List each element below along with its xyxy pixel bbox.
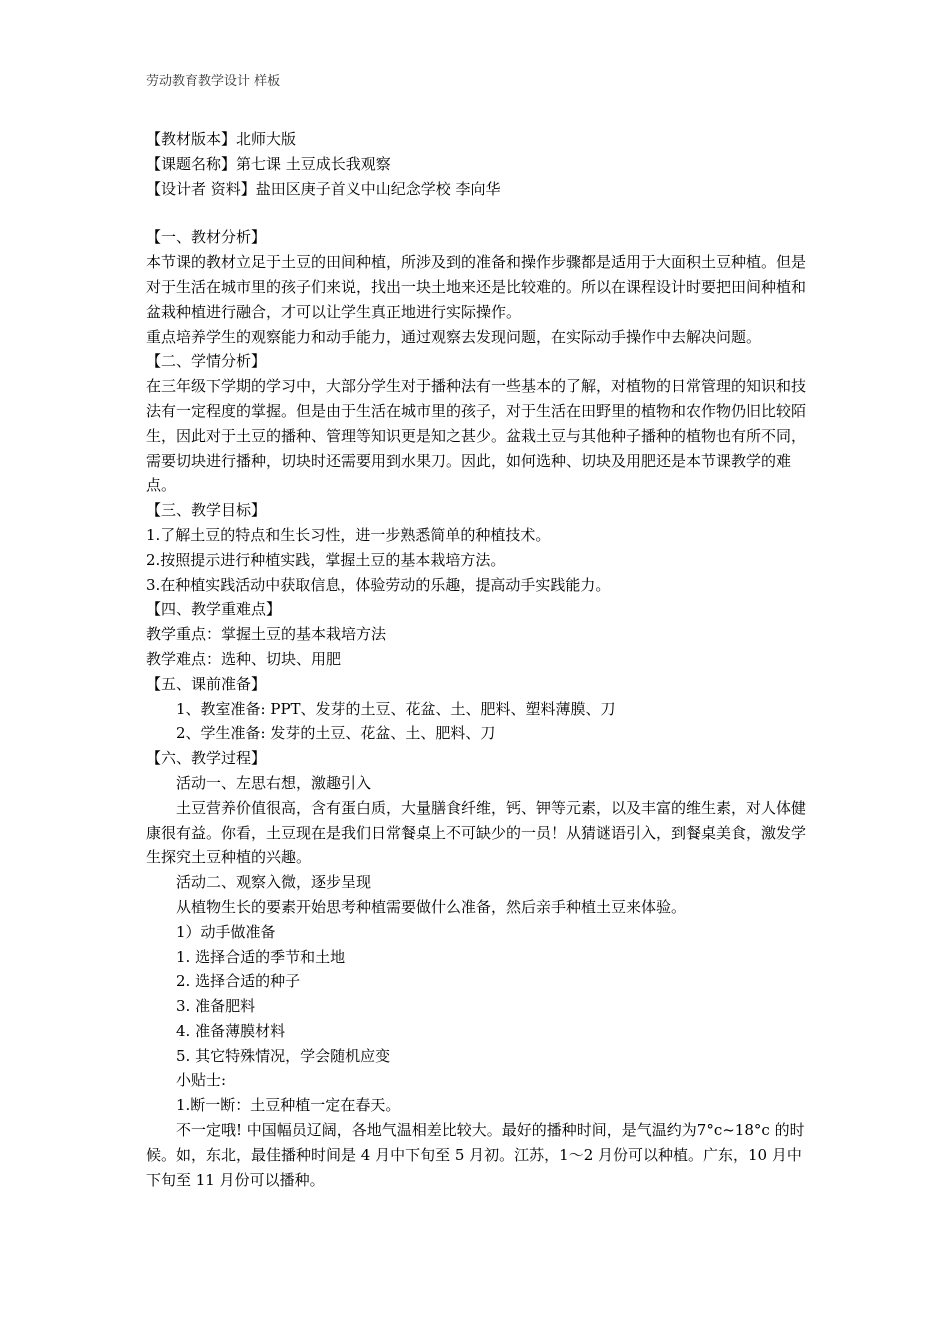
paragraph: 本节课的教材立足于土豆的田间种植，所涉及到的准备和操作步骤都是适用于大面积土豆种植。但是对于生活在城市里的孩子们来说，找出一块土地来还是比较难的。所以在课程设计时要把田间种植和盆栽种植进行融合，才可以让学生真正地进行实际操作。 <box>146 253 807 321</box>
activity-title: 活动二、观察入微，逐步呈现 <box>176 873 372 892</box>
tip-item: 1.断一断：土豆种植一定在春天。 <box>176 1096 401 1115</box>
key-point: 教学重点：掌握土豆的基本栽培方法 <box>146 625 387 644</box>
paragraph: 重点培养学生的观察能力和动手能力，通过观察去发现问题，在实际动手操作中去解决问题。 <box>146 327 762 346</box>
goal-item: 3.在种植实践活动中获取信息，体验劳动的乐趣，提高动手实践能力。 <box>146 575 611 594</box>
list-item: 1. 选择合适的季节和土地 <box>176 947 346 966</box>
page-header: 劳动教育教学设计 样板 <box>146 74 281 89</box>
paragraph: 不一定哦! 中国幅员辽阔，各地气温相差比较大。最好的播种时间，是气温约为7°c~18°c 的时候。如，东北，最佳播种时间是 4 月中下旬至 5 月初。江苏，1～2 月份可以种植。广东，10 月中下旬至 11 月份可以播种。 <box>146 1121 805 1189</box>
section-title: 【四、教学重难点】 <box>146 600 282 619</box>
prep-item: 1、教室准备: PPT、发芽的土豆、花盆、土、肥料、塑料薄膜、刀 <box>176 699 616 718</box>
section-title: 【五、课前准备】 <box>146 674 267 693</box>
paragraph: 从植物生长的要素开始思考种植需要做什么准备，然后亲手种植土豆来体验。 <box>176 897 687 916</box>
goal-item: 2.按照提示进行种植实践，掌握土豆的基本栽培方法。 <box>146 550 506 569</box>
prep-item: 2、学生准备: 发芽的土豆、花盆、土、肥料、刀 <box>176 724 496 743</box>
tips-title: 小贴士: <box>176 1071 227 1090</box>
activity-title: 活动一、左思右想，激趣引入 <box>176 773 372 792</box>
paragraph: 在三年级下学期的学习中，大部分学生对于播种法有一些基本的了解，对植物的日常管理的知识和技法有一定程度的掌握。但是由于生活在城市里的孩子，对于生活在田野里的植物和农作物仍旧比较陌生，因此对于土豆的播种、管理等知识更是知之甚少。盆栽土豆与其他种子播种的植物也有所不同，需要切块进行播种，切块时还需要用到水果刀。因此，如何选种、切块及用肥还是本节课教学的难点。 <box>146 377 807 495</box>
goal-item: 1.了解土豆的特点和生长习性，进一步熟悉简单的种植技术。 <box>146 525 551 544</box>
section-title: 【一、教材分析】 <box>146 228 267 247</box>
list-item: 5. 其它特殊情况，学会随机应变 <box>176 1046 391 1065</box>
section-title: 【三、教学目标】 <box>146 501 267 520</box>
list-item: 2. 选择合适的种子 <box>176 972 301 991</box>
prep-subtitle: 1）动手做准备 <box>176 922 276 941</box>
meta-author: 【设计者 资料】盐田区庚子首义中山纪念学校 李向华 <box>146 179 501 198</box>
meta-lesson: 【课题名称】第七课 土豆成长我观察 <box>146 154 391 173</box>
section-title: 【二、学情分析】 <box>146 352 267 371</box>
section-title: 【六、教学过程】 <box>146 749 267 768</box>
difficult-point: 教学难点：选种、切块、用肥 <box>146 649 342 668</box>
list-item: 4. 准备薄膜材料 <box>176 1021 286 1040</box>
list-item: 3. 准备肥料 <box>176 997 256 1016</box>
paragraph: 土豆营养价值很高，含有蛋白质，大量膳食纤维，钙、钾等元素，以及丰富的维生素，对人体健康很有益。你看，土豆现在是我们日常餐桌上不可缺少的一员！从猜谜语引入，到餐桌美食，激发学生探究土豆种植的兴趣。 <box>146 798 807 867</box>
document-body <box>146 127 810 1192</box>
meta-edition: 【教材版本】北师大版 <box>146 130 297 148</box>
